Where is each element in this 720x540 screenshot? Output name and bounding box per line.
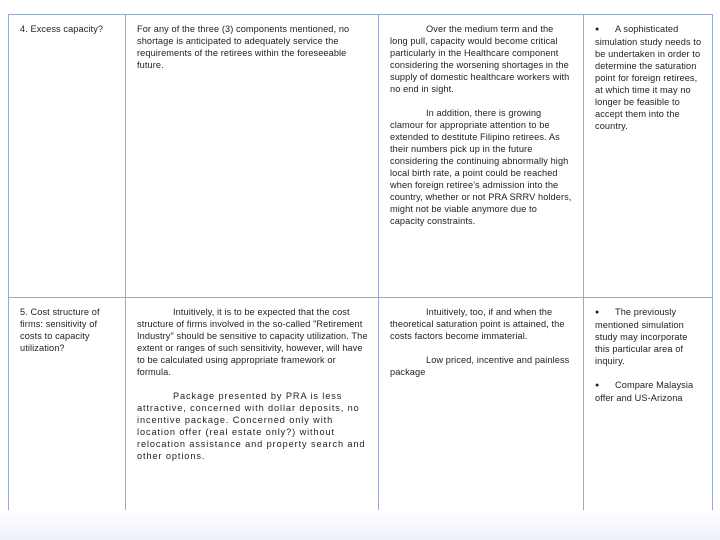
paragraph: Intuitively, it is to be expected that the cost structure of firms involved in the so-called "Retirement Industry" should be sensitive to capacity utilization. The extent or ranges of such sensitivity, however, will have to be calculated using appropriate framework or formula. <box>137 307 368 377</box>
criterion-cell <box>9 15 126 298</box>
paragraph: Intuitively, too, if and when the theoretical saturation point is attained, the costs factors become immaterial. <box>390 307 565 341</box>
analysis-table <box>8 14 713 511</box>
table-row <box>9 15 713 298</box>
criterion-text: 5. Cost structure of firms: sensitivity of costs to capacity utilization? <box>20 307 100 353</box>
list-item: ● Compare Malaysia offer and US-Arizona <box>595 380 694 403</box>
bullet-icon: ● <box>595 309 600 316</box>
outlook-cell <box>379 298 584 511</box>
paragraph: For any of the three (3) components mentioned, no shortage is anticipated to adequately service the requirements of the retirees within the foreseeable future. <box>137 24 350 70</box>
table-row <box>9 298 713 511</box>
criterion-text: 4. Excess capacity? <box>20 24 104 34</box>
criterion-cell <box>9 298 126 511</box>
paragraph: Over the medium term and the long pull, capacity would become critical particularly in the Healthcare component considering the worsening shortages in the supply of domestic healthcare workers with no end in sight. <box>390 24 570 94</box>
paragraph: In addition, there is growing clamour for appropriate attention to be extended to destitute Filipino retirees. As their numbers pick up in the future considering the continuing abnormally high local birth rate, a point could be reached when foreign retiree's admission into the country, whether or not PRA SRRV holders, might not be viable anymore due to capacity constraints. <box>390 108 572 226</box>
bullet-icon: ● <box>595 26 600 33</box>
current-situation-cell <box>126 298 379 511</box>
bullet-icon: ● <box>595 382 600 389</box>
outlook-cell <box>379 15 584 298</box>
recommendation-cell <box>584 298 713 511</box>
page-bottom-shade <box>0 510 720 540</box>
paragraph: Low priced, incentive and painless package <box>390 355 570 377</box>
list-item: ● A sophisticated simulation study needs to be undertaken in order to determine the saturation point for foreign retirees, at which time it may no longer be feasible to accept them into the country. <box>595 24 702 131</box>
recommendation-cell <box>584 15 713 298</box>
current-situation-cell <box>126 15 379 298</box>
list-item: ● The previously mentioned simulation study may incorporate this particular area of inquiry. <box>595 307 688 366</box>
paragraph: Package presented by PRA is less attractive, concerned with dollar deposits, no incentive package. Concerned only with location offer (real estate only?) without relocation assistance and property search and other options. <box>137 391 366 461</box>
